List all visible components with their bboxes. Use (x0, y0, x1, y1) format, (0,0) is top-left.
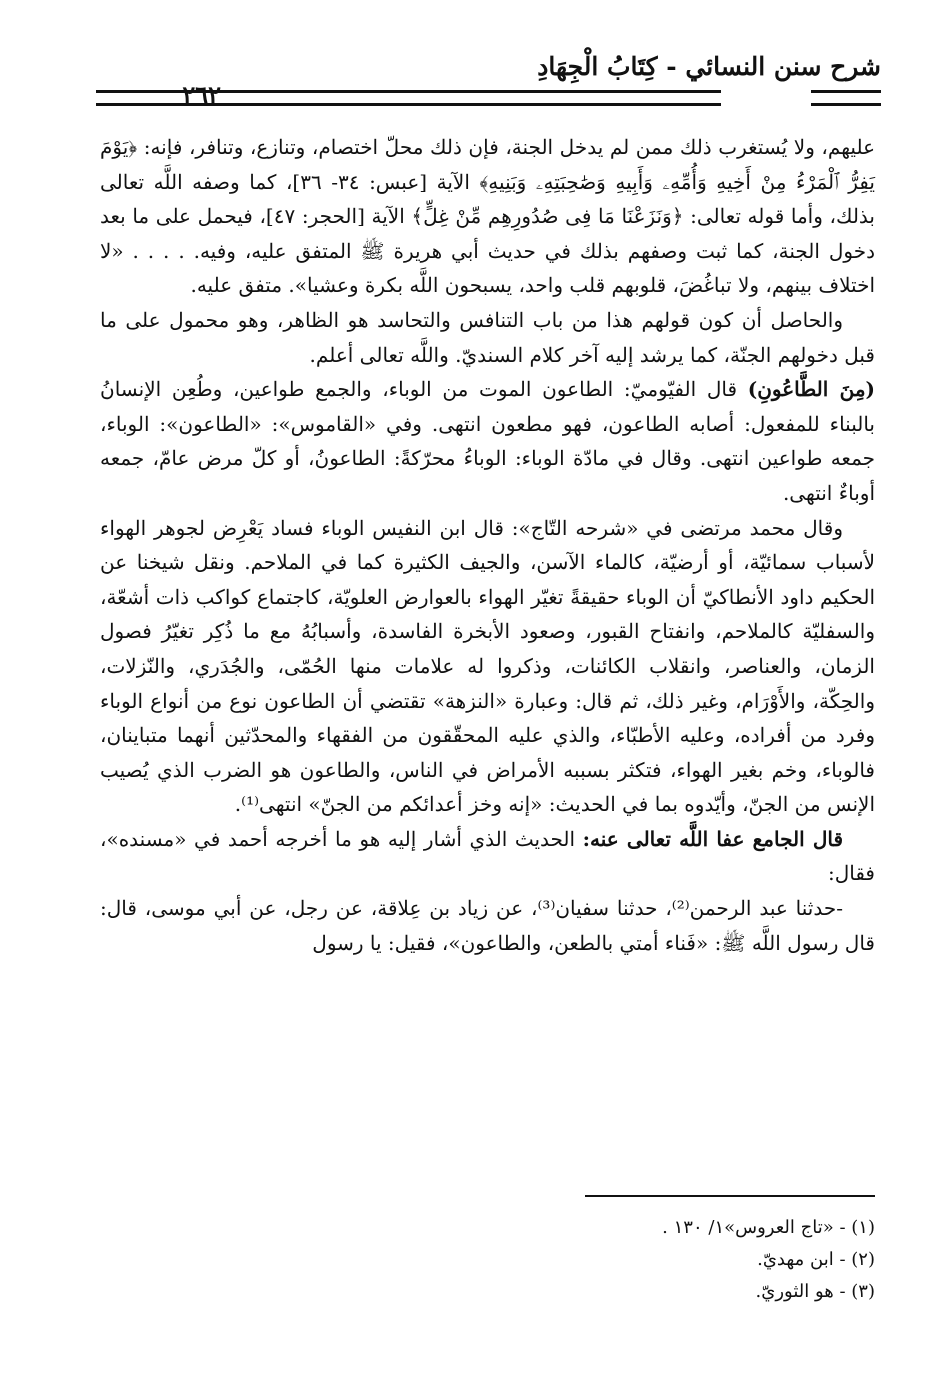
paragraph (100, 130, 875, 303)
running-title: شرح سنن النسائي - كِتَابُ الْجِهَادِ (537, 52, 881, 81)
paragraph (100, 822, 875, 891)
paragraph-lead: (مِنَ الطَّاعُونِ) (747, 377, 875, 402)
header-rule-short (811, 90, 881, 106)
paragraph-text: عليهم، ولا يُستغرب ذلك ممن لم يدخل الجنة، فإن ذلك محلّ اختصام، وتنازع، وتنافر، فإنه: ﴿يَوْمَ يَفِرُّ ٱلْمَرْءُ مِنْ أَخِيهِ وَأُمِّهِۦ وَأَبِيهِ وَصَٰحِبَتِهِۦ وَبَنِيهِ﴾ الآية [عبس: ٣٤- ٣٦]، كما وصفه اللَّه تعالى بذلك، وأما قوله تعالى: ﴿وَنَزَعْنَا مَا فِى صُدُورِهِم مِّنْ غِلٍّ﴾ الآية [الحجر: ٤٧]، فيحمل على ما بعد دخول الجنة، كما ثبت وصفهم بذلك في حديث أبي هريرة ﷺ المتفق عليه، وفيه. . . . . «لا اختلاف بينهم، ولا تباغُضَ، قلوبهم قلب واحد، يسبحون اللَّه بكرة وعشيا». متفق عليه. (100, 135, 875, 298)
paragraph-text: وقال محمد مرتضى في «شرحه التّاج»: قال ابن النفيس الوباء فساد يَعْرِض لجوهر الهواء لأسباب سمائيّة، أو أرضيّة، كالماء الآسن، والجيف الكثيرة كما في الملاحم. ونقل شيخنا عن الحكيم داود الأنطاكيّ أن الوباء حقيقةً تغيّر الهواء بالعوارض العلويّة، كاجتماع كواكب ذات أشعّة، والسفليّة كالملاحم، وانفتاح القبور، وصعود الأبخرة الفاسدة، وأسبابُهُ مع ما ذُكِر تغيّرُ فصول الزمان، والعناصر، وانقلاب الكائنات، وذكروا له علامات منها الحُمّى، والجُدَري، والنّزلات، والحِكّة، والأَوْرَام، وغير ذلك، ثم قال: وعبارة «النزهة» تقتضي أن الطاعون نوع من أنواع الوباء وفرد من أفراده، وعليه الأطبّاء، والذي عليه المحقّقون من الفقهاء والمحدّثين أنهما متباينان، فالوباء، وخم بغير الهواء، فتكثر بسببه الأمراض في الناس، والطاعون هو الضرب الذي يُصيب الإنس من الجنّ، وأيّدوه بما في الحديث: «إنه وخز أعدائكم من الجنّ» انتهى⁽¹⁾. (100, 515, 875, 817)
paragraph-text: قال الفيّوميّ: الطاعون الموت من الوباء، والجمع طواعين، وطُعِن الإنسانُ بالبناء للمفعول: أصابه الطاعون، فهو مطعون انتهى. وفي «القاموس»: «الطاعون»: الوباء، جمعه طواعين انتهى. وقال في مادّة الوباء: الوباءُ محرّكةً: الطاعونُ، أو كلّ مرض عامّ، جمعه أوباءٌ انتهى. (100, 377, 875, 505)
paragraph-lead: قال الجامع عفا اللَّه تعالى عنه: (582, 826, 844, 851)
footnotes (100, 1212, 875, 1308)
header-rule-long (96, 90, 721, 106)
footnote: (٣) - هو الثوريّ. (755, 1281, 875, 1302)
main-text (100, 130, 875, 960)
paragraph (100, 891, 875, 960)
paragraph (100, 372, 875, 510)
paragraph-text: والحاصل أن كون قولهم هذا من باب التنافس والتحاسد هو الظاهر، وهو محمول على ما قبل دخولهم الجنّة، كما يرشد إليه آخر كلام السنديّ. واللَّه تعالى أعلم. (100, 307, 875, 367)
paragraph-text: الحديث الذي أشار إليه هو ما أخرجه أحمد في «مسنده»، فقال: (100, 826, 875, 886)
paragraph (100, 511, 875, 822)
paragraph (100, 303, 875, 372)
footnote-separator (585, 1195, 875, 1197)
paragraph-text: -حدثنا عبد الرحمن⁽²⁾، حدثنا سفيان⁽³⁾، عن زياد بن عِلاقة، عن رجل، عن أبي موسى، قال: قال رسول اللَّه ﷺ: «فَناء أمتي بالطعن، والطاعون»، فقيل: يا رسول (100, 896, 875, 955)
footnote: (٢) - ابن مهديّ. (757, 1249, 875, 1270)
footnote: (١) - «تاج العروس»١/ ١٣٠ . (662, 1217, 875, 1238)
page-number: ٢٦٢ (182, 80, 221, 109)
page-header (96, 50, 881, 110)
